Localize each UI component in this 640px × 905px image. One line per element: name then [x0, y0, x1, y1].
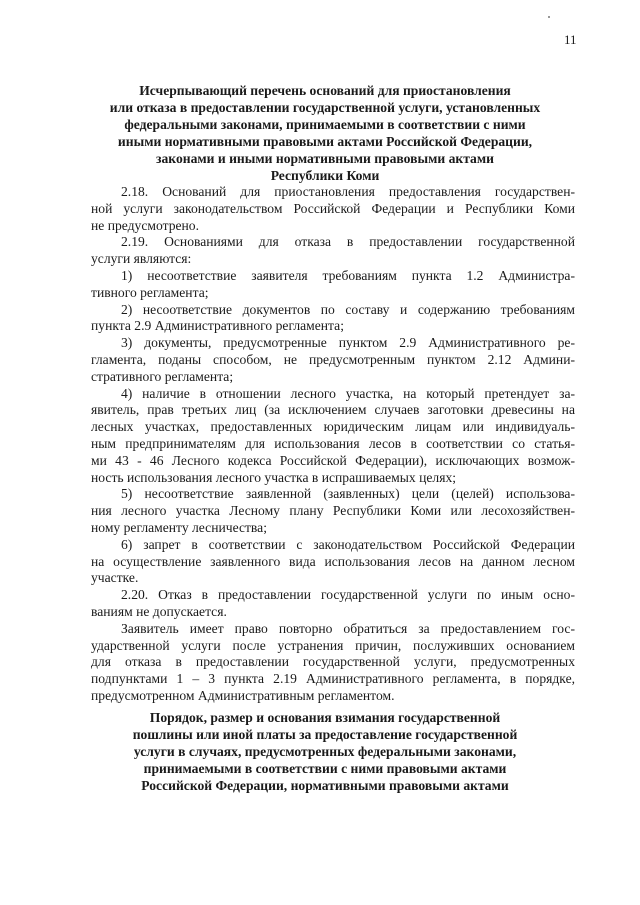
text-line: пункта 2.9 Административного регламента;	[91, 318, 344, 334]
text-line: 2.18. Оснований для приостановления предоставления государствен-	[121, 184, 575, 199]
text-line: предусмотренном Административным регламентом.	[91, 687, 395, 703]
text-line: ния лесного участка Лесному плану Республики Коми или лесохозяйствен-	[91, 503, 575, 519]
heading-line: законами и иными нормативными правовыми актами	[156, 151, 494, 166]
heading-line: услуги в случаях, предусмотренных федеральными законами,	[133, 744, 517, 759]
paragraph	[91, 268, 575, 302]
heading-line: федеральными законами, принимаемыми в соответствии с ними	[124, 117, 526, 132]
text-line: стративного регламента;	[91, 368, 234, 384]
text-line: на осуществление заявленного вида использования лесов на данном лесном	[91, 553, 575, 569]
paragraph	[91, 537, 575, 587]
section-heading-grounds-for-refusal	[70, 82, 580, 184]
paragraph	[91, 335, 575, 385]
heading-line: принимаемыми в соответствии с ними правовыми актами	[143, 761, 507, 776]
document-body	[91, 184, 575, 705]
text-line: тивного регламента;	[91, 284, 209, 300]
text-line: Заявитель имеет право повторно обратиться за предоставлением гос-	[121, 620, 575, 636]
text-line: для отказа в предоставлении государственной услуги, предусмотренных	[91, 654, 575, 670]
text-line: ной услуги законодательством Российской Федерации и Республики Коми	[91, 200, 575, 216]
heading-line: пошлины или иной платы за предоставление государственной	[132, 727, 518, 742]
heading-line: иными нормативными правовыми актами Российской Федерации,	[117, 134, 533, 149]
heading-line: Исчерпывающий перечень оснований для приостановления	[139, 83, 511, 98]
paragraph	[91, 486, 575, 536]
text-line: ударственной услуги после устранения причин, послуживших основанием	[91, 637, 575, 653]
text-line: подпунктами 1 – 3 пункта 2.19 Административного регламента, в порядке,	[91, 671, 575, 687]
heading-line: Порядок, размер и основания взимания государственной	[149, 710, 501, 725]
paragraph	[91, 234, 575, 268]
paragraph	[91, 302, 575, 336]
text-line: лесных участках, предоставленных юридическим лицам или индивидуаль-	[91, 419, 575, 435]
scan-artifact	[548, 16, 550, 18]
text-line: ми 43 - 46 Лесного кодекса Российской Федерации), исключающих возмож-	[91, 452, 575, 468]
text-line: ному регламенту лесничества;	[91, 519, 267, 535]
paragraph	[91, 386, 575, 487]
text-line: явитель, прав третьих лиц (за исключением случаев заготовки древесины на	[91, 402, 575, 418]
text-line: 3) документы, предусмотренные пунктом 2.9 Административного ре-	[121, 335, 575, 351]
text-line: ваниям не допускается.	[91, 603, 227, 619]
text-line: 4) наличие в отношении лесного участка, на который претендует за-	[121, 385, 575, 401]
text-line: не предусмотрено.	[91, 217, 200, 233]
text-line: гламента, поданы способом, не предусмотренным пунктом 2.12 Админи-	[91, 351, 575, 367]
text-line: ным предпринимателям для использования лесов в соответствии со статья-	[91, 435, 575, 451]
paragraph	[91, 184, 575, 234]
paragraph	[91, 621, 575, 705]
text-line: услуги являются:	[91, 251, 192, 267]
page-number: 11	[564, 32, 577, 47]
section-heading-state-fee	[70, 709, 580, 794]
text-line: ность использования лесного участка в испрашиваемых целях;	[91, 469, 457, 485]
text-line: 2.20. Отказ в предоставлении государственной услуги по иным осно-	[121, 587, 575, 603]
text-line: участке.	[91, 570, 139, 586]
paragraph	[91, 587, 575, 621]
text-line: 2.19. Основаниями для отказа в предоставлении государственной	[121, 234, 575, 250]
heading-line: Российской Федерации, нормативными правовыми актами	[141, 778, 509, 793]
text-line: 1) несоответствие заявителя требованиям пункта 1.2 Администра-	[121, 267, 575, 283]
heading-line: Республики Коми	[270, 168, 380, 183]
text-line: 2) несоответствие документов по составу и содержанию требованиям	[121, 301, 575, 317]
text-line: 5) несоответствие заявленной (заявленных) цели (целей) использова-	[121, 486, 575, 502]
heading-line: или отказа в предоставлении государственной услуги, установленных	[109, 100, 541, 115]
text-line: 6) запрет в соответствии с законодательством Российской Федерации	[121, 536, 575, 552]
